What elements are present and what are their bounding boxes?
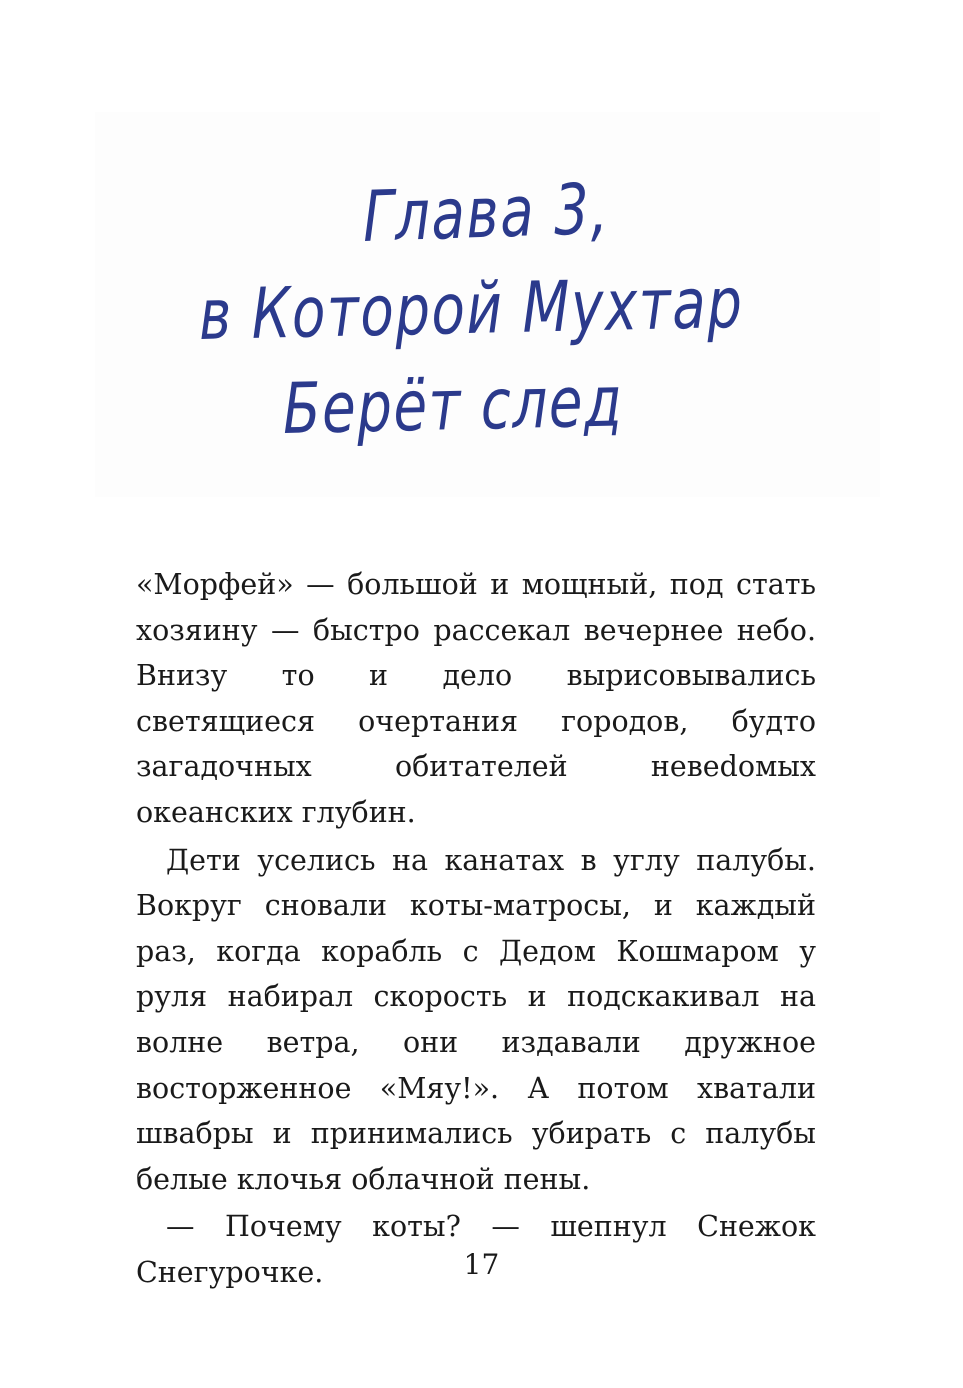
chapter-title-line-1: Глава 3, — [362, 167, 611, 258]
chapter-heading — [95, 112, 880, 497]
paragraph-2: Дети уселись на канатах в углу палубы. Вокруг сновали коты-матросы, и каждый раз, когда корабль с Дедом Кошмаром у руля набирал скорость и подскакивал на волне ветра, они издавали дружное восторженное «Мяу!». А потом хватали швабры и принимались убирать с палубы белые клочья облачной пены. — [136, 843, 816, 1196]
page-number: 17 — [463, 1248, 500, 1281]
body-text — [136, 562, 816, 1298]
paragraph-3: — Почему коты? — шепнул Снежок Снегурочке. — [136, 1210, 816, 1289]
chapter-title-line-3: Берёт след — [282, 360, 624, 450]
paragraph-1: «Морфей» — большой и мощный, под стать хозяину — быстро рассекал вечернее небо. Внизу то и дело вырисовывались светящиеся очертания городов, будто загадочных обитателей невеdомых океанских глубин. — [136, 568, 816, 829]
chapter-title-line-2: в Которой Мухтар — [198, 261, 744, 356]
